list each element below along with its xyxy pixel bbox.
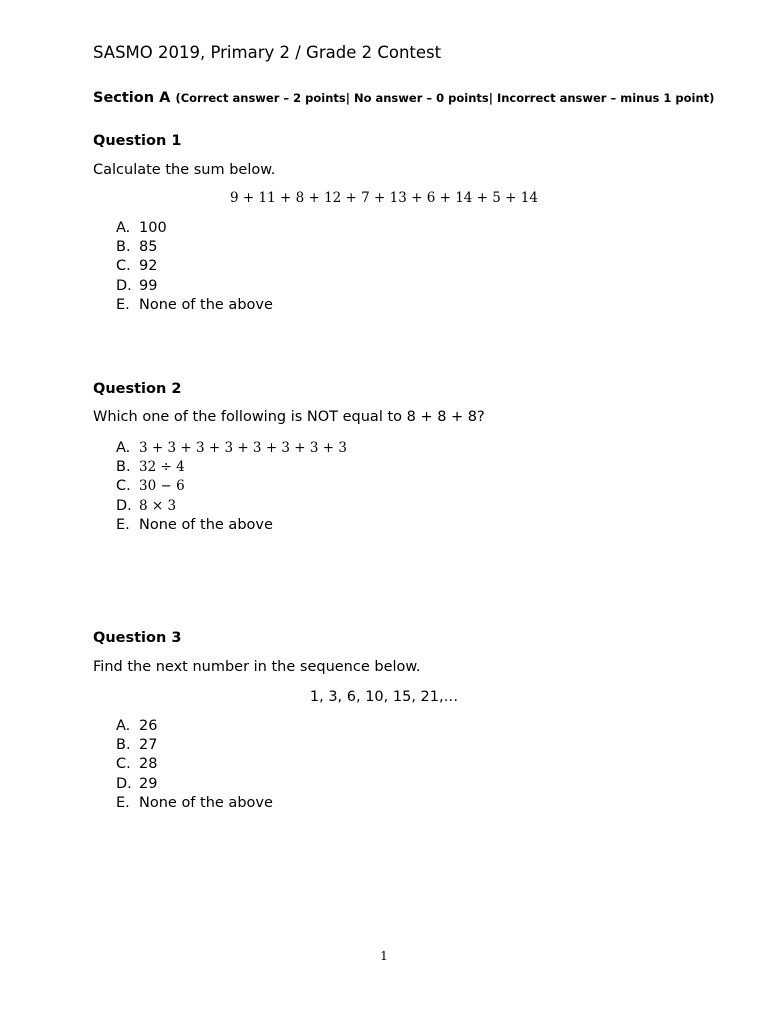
answer-option [116, 477, 347, 496]
option-text: 28 [139, 756, 158, 773]
option-text: 100 [139, 220, 167, 236]
answer-option [116, 755, 273, 774]
option-letter: D. [116, 497, 132, 514]
document-title: SASMO 2019, Primary 2 / Grade 2 Contest [93, 43, 442, 62]
answer-option [116, 775, 273, 794]
option-letter: A. [116, 220, 131, 236]
answer-options [116, 717, 273, 813]
option-letter: E. [116, 516, 130, 533]
answer-option [116, 439, 347, 458]
option-letter: C. [116, 756, 131, 773]
option-letter: C. [116, 258, 131, 275]
answer-option [116, 497, 347, 516]
option-text: 8 × 3 [139, 497, 177, 514]
option-text: None of the above [139, 516, 273, 533]
answer-option [116, 257, 273, 276]
option-letter: D. [116, 277, 132, 294]
section-header [93, 87, 714, 106]
option-letter: E. [116, 296, 130, 313]
question-expression: 9 + 11 + 8 + 12 + 7 + 13 + 6 + 14 + 5 + 14 [230, 190, 538, 206]
option-text: 26 [139, 718, 158, 734]
option-letter: B. [116, 459, 131, 476]
option-text: 29 [139, 775, 158, 792]
section-scoring-note: (Correct answer – 2 points| No answer – 0 points| Incorrect answer – minus 1 point) [175, 91, 715, 105]
answer-options [116, 439, 347, 535]
option-letter: E. [116, 794, 130, 811]
section-label: Section A [93, 90, 171, 106]
answer-option [116, 296, 273, 315]
page-number: 1 [380, 949, 388, 963]
option-text: 3 + 3 + 3 + 3 + 3 + 3 + 3 + 3 [139, 440, 347, 456]
option-text: 85 [139, 239, 158, 256]
answer-option [116, 238, 273, 257]
option-letter: C. [116, 478, 131, 495]
option-letter: B. [116, 239, 131, 256]
option-letter: B. [116, 737, 131, 754]
answer-option [116, 458, 347, 477]
sequence-expression: 1, 3, 6, 10, 15, 21,… [309, 689, 459, 705]
answer-option [116, 516, 347, 535]
option-letter: A. [116, 440, 131, 456]
option-text: None of the above [139, 794, 273, 811]
option-text: 99 [139, 277, 158, 294]
option-text: 30 − 6 [139, 478, 185, 495]
question-heading: Question 1 [93, 133, 182, 149]
option-text: 92 [139, 258, 158, 275]
answer-option [116, 717, 273, 736]
answer-option [116, 219, 273, 238]
answer-option [116, 736, 273, 755]
answer-option [116, 277, 273, 296]
question-prompt: Which one of the following is NOT equal to 8 + 8 + 8? [93, 409, 485, 425]
question-heading: Question 2 [93, 381, 182, 397]
option-letter: D. [116, 775, 132, 792]
question-heading: Question 3 [93, 630, 182, 646]
option-letter: A. [116, 718, 131, 734]
option-text: None of the above [139, 296, 273, 313]
answer-options [116, 219, 273, 315]
answer-option [116, 794, 273, 813]
question-prompt: Calculate the sum below. [93, 162, 276, 178]
option-text: 32 ÷ 4 [139, 459, 185, 476]
option-text: 27 [139, 737, 158, 754]
question-prompt: Find the next number in the sequence below. [93, 659, 421, 675]
